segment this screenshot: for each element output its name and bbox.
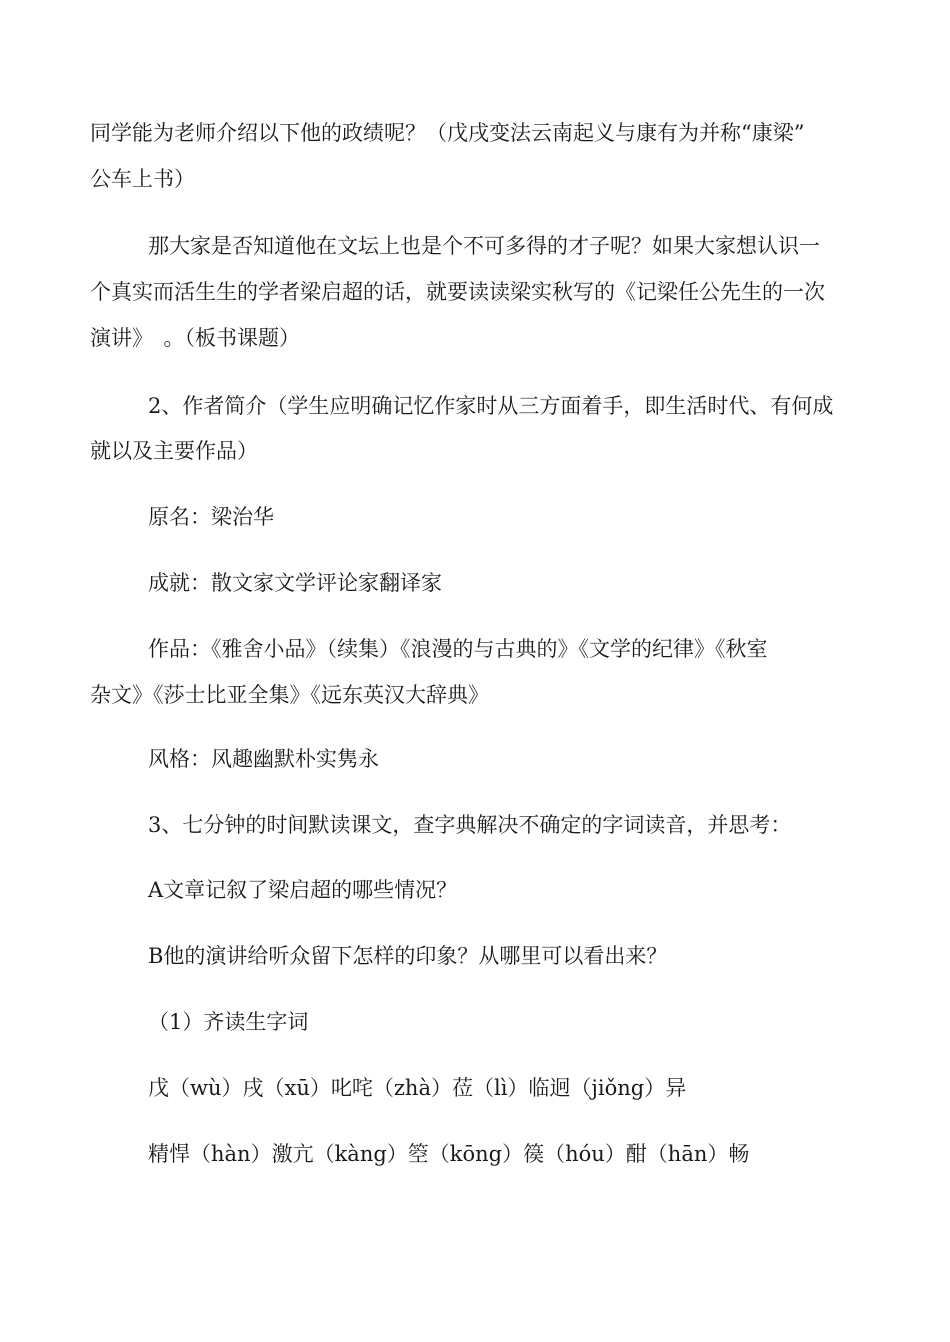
vocab-line-2: 精悍（hàn）激亢（kàng）箜（kōng）篌（hóu）酣（hān）畅 (148, 1142, 750, 1166)
paragraph-line-intro-cont: 个真实而活生生的学者梁启超的话，就要读读梁实秋写的《记梁任公先生的一次 (90, 280, 825, 304)
author-original-name: 原名：梁治华 (148, 505, 274, 529)
section-heading-author: 2、作者简介（学生应明确记忆作家时从三方面着手，即生活时代、有何成 (148, 394, 834, 418)
paragraph-line-intro: 那大家是否知道他在文坛上也是个不可多得的才子呢？如果大家想认识一 (148, 234, 820, 258)
question-a: A文章记叙了梁启超的哪些情况？ (148, 878, 458, 902)
question-b: B他的演讲给听众留下怎样的印象？从哪里可以看出来？ (148, 944, 668, 968)
author-achievements: 成就：散文家文学评论家翻译家 (148, 571, 442, 595)
paragraph-line-intro-end: 演讲》 。（板书课题） (90, 326, 300, 350)
subsection-heading-vocab: （1）齐读生字词 (148, 1010, 309, 1034)
paragraph-line-politics: 同学能为老师介绍以下他的政绩呢？（戊戌变法云南起义与康有为并称“康梁” (90, 121, 805, 145)
vocab-line-1: 戊（wù）戌（xū）叱咤（zhà）莅（lì）临迥（jiǒng）异 (148, 1076, 687, 1100)
author-works-cont: 杂文》《莎士比亚全集》《远东英汉大辞典》 (90, 683, 489, 707)
section-heading-author-end: 就以及主要作品） (90, 439, 258, 463)
paragraph-line-politics-end: 公车上书） (90, 167, 195, 191)
section-heading-reading: 3、七分钟的时间默读课文，查字典解决不确定的字词读音，并思考： (148, 813, 792, 837)
author-works: 作品：《雅舍小品》（续集）《浪漫的与古典的》《文学的纪律》《秋室 (148, 637, 768, 661)
author-style: 风格：风趣幽默朴实隽永 (148, 747, 379, 771)
